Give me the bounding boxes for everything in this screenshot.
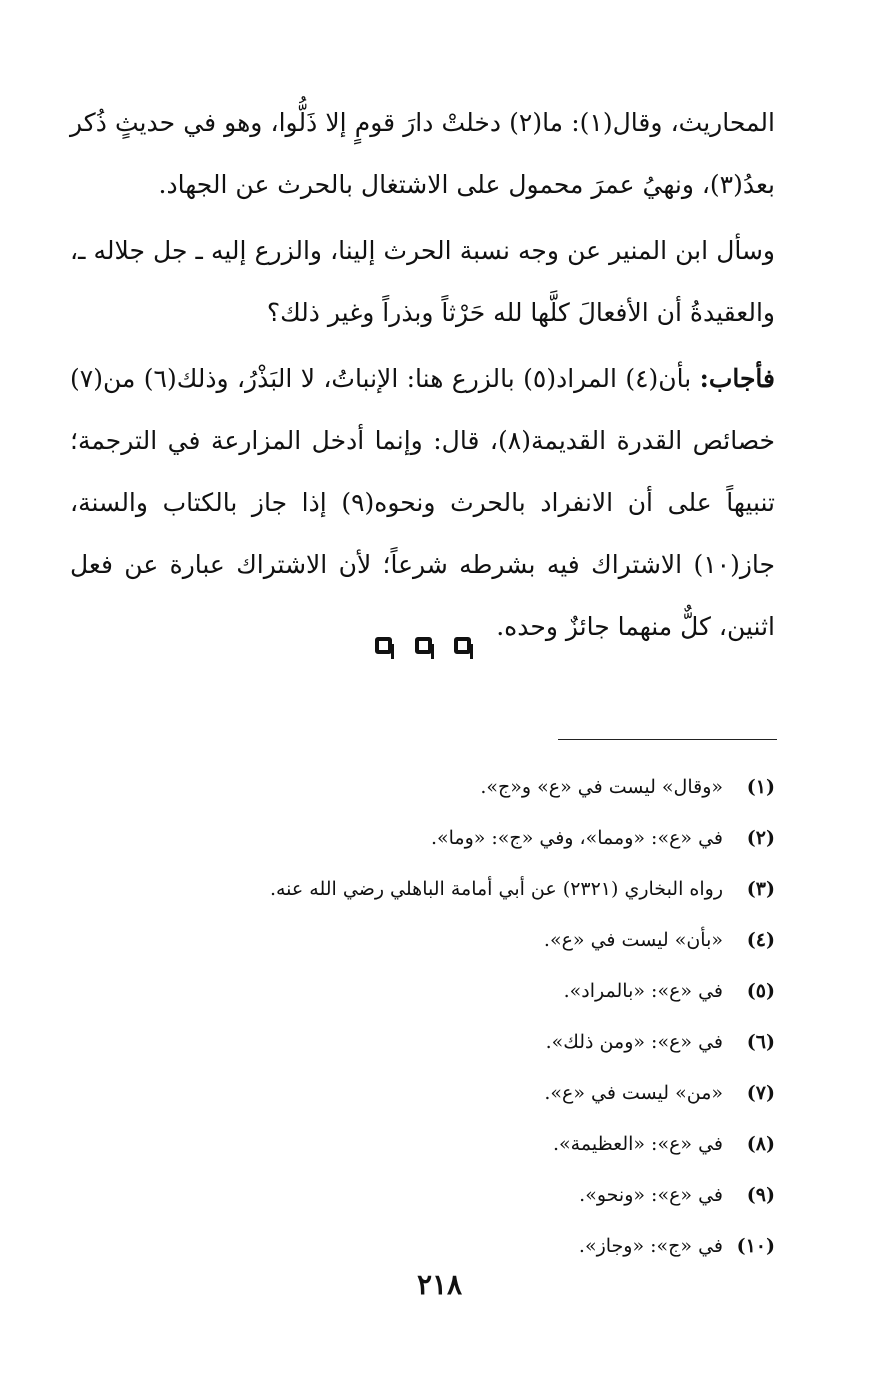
- footnote-text: في «ع»: «بالمراد».: [563, 980, 723, 1002]
- footnote-text: رواه البخاري (٢٣٢١) عن أبي أمامة الباهلي رضي الله عنه.: [269, 878, 723, 900]
- separator-box-icon: [454, 637, 471, 654]
- footnote-item: [155, 1221, 775, 1272]
- separator-box-icon: [375, 637, 392, 654]
- footnote-item: [155, 864, 775, 915]
- footnote-text: في «ج»: «وجاز».: [578, 1235, 723, 1257]
- footnote-number: (٢): [746, 827, 775, 849]
- footnote-text: في «ع»: «ونحو».: [579, 1184, 723, 1206]
- footnotes-list: [155, 762, 775, 1272]
- footnote-text: في «ع»: «ومما»، وفي «ج»: «وما».: [430, 827, 723, 849]
- separator-box-icon: [415, 637, 432, 654]
- footnote-item: [155, 966, 775, 1017]
- footnote-item: [155, 1170, 775, 1221]
- footnote-item: [155, 1017, 775, 1068]
- main-text-block: [70, 92, 775, 658]
- footnote-text: «وقال» ليست في «ع» و«ج».: [480, 776, 723, 798]
- footnote-text: «من» ليست في «ع».: [544, 1082, 723, 1104]
- footnote-text: «بأن» ليست في «ع».: [543, 929, 723, 951]
- footnote-number: (١٠): [736, 1235, 775, 1257]
- footnote-number: (٦): [746, 1031, 775, 1053]
- paragraph-2-text: وسأل ابن المنير عن وجه نسبة الحرث إلينا، والزرع إليه ـ جل جلاله ـ، والعقيدةُ أن الأفعالَ كلَّها لله حَرْثاً وبذراً وغير ذلك؟: [70, 236, 775, 327]
- footnote-item: [155, 762, 775, 813]
- footnote-text: في «ع»: «ومن ذلك».: [545, 1031, 723, 1053]
- footnote-item: [155, 813, 775, 864]
- paragraph-3-lead: فأجاب:: [699, 364, 775, 393]
- footnote-number: (١): [746, 776, 775, 798]
- footnote-number: (٩): [746, 1184, 775, 1206]
- paragraph-3: [70, 348, 775, 658]
- page-number: ٢١٨: [416, 1268, 463, 1301]
- paragraph-1-text: المحاريث، وقال(١): ما(٢) دخلتْ دارَ قومٍ إلا ذَلُّوا، وهو في حديثٍ ذُكر بعدُ(٣)، ونهيُ عمرَ محمول على الاشتغال بالحرث عن الجهاد.: [70, 108, 775, 199]
- footnote-number: (٨): [746, 1133, 775, 1155]
- footnote-item: [155, 1119, 775, 1170]
- footnote-number: (٧): [746, 1082, 775, 1104]
- footnote-number: (٥): [746, 980, 775, 1002]
- footnote-item: [155, 1068, 775, 1119]
- footnote-number: (٤): [746, 929, 775, 951]
- footnote-item: [155, 915, 775, 966]
- footnote-rule: [558, 739, 777, 740]
- footnote-text: في «ع»: «العظيمة».: [553, 1133, 723, 1155]
- footnote-number: (٣): [746, 878, 775, 900]
- paragraph-1: [70, 92, 775, 216]
- paragraph-2: [70, 220, 775, 344]
- paragraph-3-text: بأن(٤) المراد(٥) بالزرع هنا: الإنباتُ، لا البَذْرُ، وذلك(٦) من(٧) خصائص القدرة القديمة(٨)، قال: وإنما أدخل المزارعة في الترجمة؛ تنبيهاً على أن الانفراد بالحرث ونحوه(٩) إذا جاز بالكتاب والسنة، جاز(١٠) الاشتراك فيه بشرطه شرعاً؛ لأن الاشتراك عبارة عن فعل اثنين، كلٌّ منهما جائزٌ وحده.: [70, 364, 776, 641]
- section-separator: [375, 632, 471, 658]
